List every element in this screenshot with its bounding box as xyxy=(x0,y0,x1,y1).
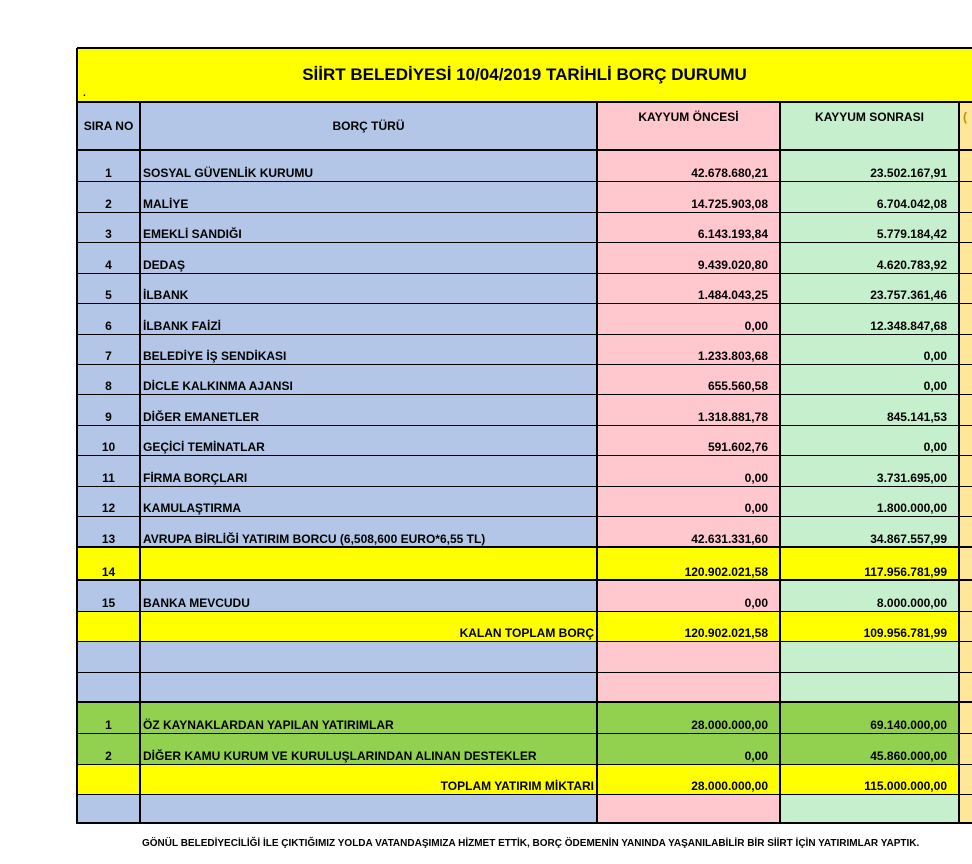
grid-line xyxy=(77,455,972,456)
grid-line xyxy=(77,822,972,824)
debt-row-6-no: 6 xyxy=(77,303,140,334)
debt-row-3-after: 5.779.184,42 xyxy=(780,212,959,242)
debt-row-12-type: KAMULAŞTIRMA xyxy=(140,486,597,516)
empty-row-2-before xyxy=(597,672,780,702)
investment-row-1-after: 69.140.000,00 xyxy=(780,702,959,733)
debt-row-6-extra xyxy=(959,303,972,334)
debt-row-8-no: 8 xyxy=(77,364,140,394)
investment-row-1-no: 1 xyxy=(77,702,140,733)
investment-total-row-extra xyxy=(959,764,972,794)
debt-row-13-extra xyxy=(959,516,972,547)
bank-row-before: 0,00 xyxy=(597,580,780,611)
grid-line xyxy=(77,611,972,612)
empty-row-3-before xyxy=(597,794,780,823)
grid-line xyxy=(77,546,972,548)
investment-total-row-label: TOPLAM YATIRIM MİKTARI xyxy=(140,764,597,794)
debt-row-8-extra xyxy=(959,364,972,394)
debt-row-7-type: BELEDİYE İŞ SENDİKASI xyxy=(140,334,597,364)
empty-row-1-before xyxy=(597,641,780,672)
grid-line xyxy=(77,764,972,765)
empty-row-1-no xyxy=(77,641,140,672)
debt-row-10-no: 10 xyxy=(77,425,140,455)
remaining-total-row-label: KALAN TOPLAM BORÇ xyxy=(140,611,597,641)
investment-row-2-before: 0,00 xyxy=(597,733,780,764)
debt-row-5-type: İLBANK xyxy=(140,273,597,303)
debt-row-11-before: 0,00 xyxy=(597,455,780,486)
bank-row-no: 15 xyxy=(77,580,140,611)
empty-row-3-after xyxy=(780,794,959,823)
remaining-total-row-after: 109.956.781,99 xyxy=(780,611,959,641)
debt-row-12-no: 12 xyxy=(77,486,140,516)
header-sira-no: SIRA NO xyxy=(77,102,140,150)
empty-row-2-after xyxy=(780,672,959,702)
grid-line xyxy=(77,334,972,335)
debt-row-2-type: MALİYE xyxy=(140,181,597,212)
investment-row-2-extra xyxy=(959,733,972,764)
header-kayyum-oncesi: KAYYUM ÖNCESİ xyxy=(597,102,780,150)
investment-total-row-no xyxy=(77,764,140,794)
debt-row-11-no: 11 xyxy=(77,455,140,486)
subtotal-row-before: 120.902.021,58 xyxy=(597,547,780,580)
grid-line xyxy=(76,48,78,824)
empty-row-3-extra xyxy=(959,794,972,823)
debt-row-4-no: 4 xyxy=(77,242,140,273)
debt-row-9-no: 9 xyxy=(77,394,140,425)
debt-row-5-extra xyxy=(959,273,972,303)
debt-row-9-extra xyxy=(959,394,972,425)
grid-line xyxy=(77,794,972,795)
debt-row-13-no: 13 xyxy=(77,516,140,547)
subtotal-row-no: 14 xyxy=(77,547,140,580)
empty-row-2-extra xyxy=(959,672,972,702)
empty-row-1-after xyxy=(780,641,959,672)
investment-total-row-after: 115.000.000,00 xyxy=(780,764,959,794)
grid-line xyxy=(958,102,960,824)
debt-row-7-extra xyxy=(959,334,972,364)
debt-row-7-before: 1.233.803,68 xyxy=(597,334,780,364)
debt-row-12-before: 0,00 xyxy=(597,486,780,516)
grid-line xyxy=(779,102,781,824)
grid-line xyxy=(77,579,972,581)
investment-total-row-before: 28.000.000,00 xyxy=(597,764,780,794)
grid-line xyxy=(77,516,972,517)
debt-row-13-after: 34.867.557,99 xyxy=(780,516,959,547)
empty-row-3-type xyxy=(140,794,597,823)
debt-row-8-type: DİCLE KALKINMA AJANSI xyxy=(140,364,597,394)
debt-row-1-before: 42.678.680,21 xyxy=(597,150,780,181)
debt-row-11-type: FİRMA BORÇLARI xyxy=(140,455,597,486)
investment-row-2-no: 2 xyxy=(77,733,140,764)
investment-row-2-type: DİĞER KAMU KURUM VE KURULUŞLARINDAN ALINAN DESTEKLER xyxy=(140,733,597,764)
grid-line xyxy=(77,733,972,734)
grid-line xyxy=(139,102,141,824)
grid-line xyxy=(77,149,972,151)
grid-line xyxy=(77,701,972,703)
debt-row-4-type: DEDAŞ xyxy=(140,242,597,273)
footer-note: GÖNÜL BELEDİYECİLİĞİ İLE ÇIKTIĞIMIZ YOLDA VATANDAŞIMIZA HİZMET ETTİK, BORÇ ÖDEMENİN YANINDA YAŞANILABİLİR BİR SİİRT İÇİN YATIRIMLAR YAPTIK. xyxy=(142,838,920,849)
debt-row-13-type: AVRUPA BİRLİĞİ YATIRIM BORCU (6,508,600 EURO*6,55 TL) xyxy=(140,516,597,547)
grid-line xyxy=(77,273,972,274)
subtotal-row-type xyxy=(140,547,597,580)
subtotal-row-extra xyxy=(959,547,972,580)
debt-row-7-no: 7 xyxy=(77,334,140,364)
debt-row-4-before: 9.439.020,80 xyxy=(597,242,780,273)
debt-row-7-after: 0,00 xyxy=(780,334,959,364)
header-kayyum-sonrasi: KAYYUM SONRASI xyxy=(780,102,959,150)
debt-row-9-after: 845.141,53 xyxy=(780,394,959,425)
debt-row-10-extra xyxy=(959,425,972,455)
debt-row-13-before: 42.631.331,60 xyxy=(597,516,780,547)
grid-line xyxy=(77,394,972,395)
empty-row-2-type xyxy=(140,672,597,702)
remaining-total-row-extra xyxy=(959,611,972,641)
debt-row-1-extra xyxy=(959,150,972,181)
header-extra-column: ( xyxy=(959,102,972,150)
debt-row-6-before: 0,00 xyxy=(597,303,780,334)
debt-row-10-after: 0,00 xyxy=(780,425,959,455)
grid-line xyxy=(77,364,972,365)
grid-line xyxy=(77,425,972,426)
grid-line xyxy=(77,303,972,304)
debt-row-11-after: 3.731.695,00 xyxy=(780,455,959,486)
title-dot: . xyxy=(83,88,86,99)
grid-line xyxy=(77,486,972,487)
debt-row-3-type: EMEKLİ SANDIĞI xyxy=(140,212,597,242)
grid-line xyxy=(77,212,972,213)
empty-row-1-extra xyxy=(959,641,972,672)
debt-row-11-extra xyxy=(959,455,972,486)
debt-row-3-extra xyxy=(959,212,972,242)
debt-row-8-before: 655.560,58 xyxy=(597,364,780,394)
debt-row-9-type: DİĞER EMANETLER xyxy=(140,394,597,425)
grid-line xyxy=(77,181,972,182)
investment-row-1-type: ÖZ KAYNAKLARDAN YAPILAN YATIRIMLAR xyxy=(140,702,597,733)
investment-row-1-before: 28.000.000,00 xyxy=(597,702,780,733)
debt-row-1-after: 23.502.167,91 xyxy=(780,150,959,181)
debt-row-12-extra xyxy=(959,486,972,516)
debt-row-8-after: 0,00 xyxy=(780,364,959,394)
sheet-title: SİİRT BELEDİYESİ 10/04/2019 TARİHLİ BORÇ DURUMU xyxy=(77,48,972,102)
debt-row-5-before: 1.484.043,25 xyxy=(597,273,780,303)
debt-row-10-type: GEÇİCİ TEMİNATLAR xyxy=(140,425,597,455)
bank-row-after: 8.000.000,00 xyxy=(780,580,959,611)
subtotal-row-after: 117.956.781,99 xyxy=(780,547,959,580)
debt-row-6-after: 12.348.847,68 xyxy=(780,303,959,334)
grid-line xyxy=(596,102,598,824)
investment-row-2-after: 45.860.000,00 xyxy=(780,733,959,764)
debt-row-5-after: 23.757.361,46 xyxy=(780,273,959,303)
grid-line xyxy=(77,242,972,243)
debt-row-2-no: 2 xyxy=(77,181,140,212)
debt-row-6-type: İLBANK FAİZİ xyxy=(140,303,597,334)
debt-row-12-after: 1.800.000,00 xyxy=(780,486,959,516)
empty-row-2-no xyxy=(77,672,140,702)
debt-row-10-before: 591.602,76 xyxy=(597,425,780,455)
investment-row-1-extra xyxy=(959,702,972,733)
grid-line xyxy=(77,672,972,673)
debt-row-4-extra xyxy=(959,242,972,273)
grid-line xyxy=(77,101,972,103)
bank-row-type: BANKA MEVCUDU xyxy=(140,580,597,611)
remaining-total-row-no xyxy=(77,611,140,641)
debt-row-2-before: 14.725.903,08 xyxy=(597,181,780,212)
debt-row-3-no: 3 xyxy=(77,212,140,242)
debt-row-5-no: 5 xyxy=(77,273,140,303)
debt-row-1-no: 1 xyxy=(77,150,140,181)
grid-line xyxy=(77,47,972,49)
header-borc-turu: BORÇ TÜRÜ xyxy=(140,102,597,150)
empty-row-1-type xyxy=(140,641,597,672)
debt-row-3-before: 6.143.193,84 xyxy=(597,212,780,242)
debt-row-2-after: 6.704.042,08 xyxy=(780,181,959,212)
debt-row-4-after: 4.620.783,92 xyxy=(780,242,959,273)
grid-line xyxy=(77,641,972,642)
debt-row-9-before: 1.318.881,78 xyxy=(597,394,780,425)
remaining-total-row-before: 120.902.021,58 xyxy=(597,611,780,641)
debt-row-2-extra xyxy=(959,181,972,212)
empty-row-3-no xyxy=(77,794,140,823)
debt-row-1-type: SOSYAL GÜVENLİK KURUMU xyxy=(140,150,597,181)
bank-row-extra xyxy=(959,580,972,611)
